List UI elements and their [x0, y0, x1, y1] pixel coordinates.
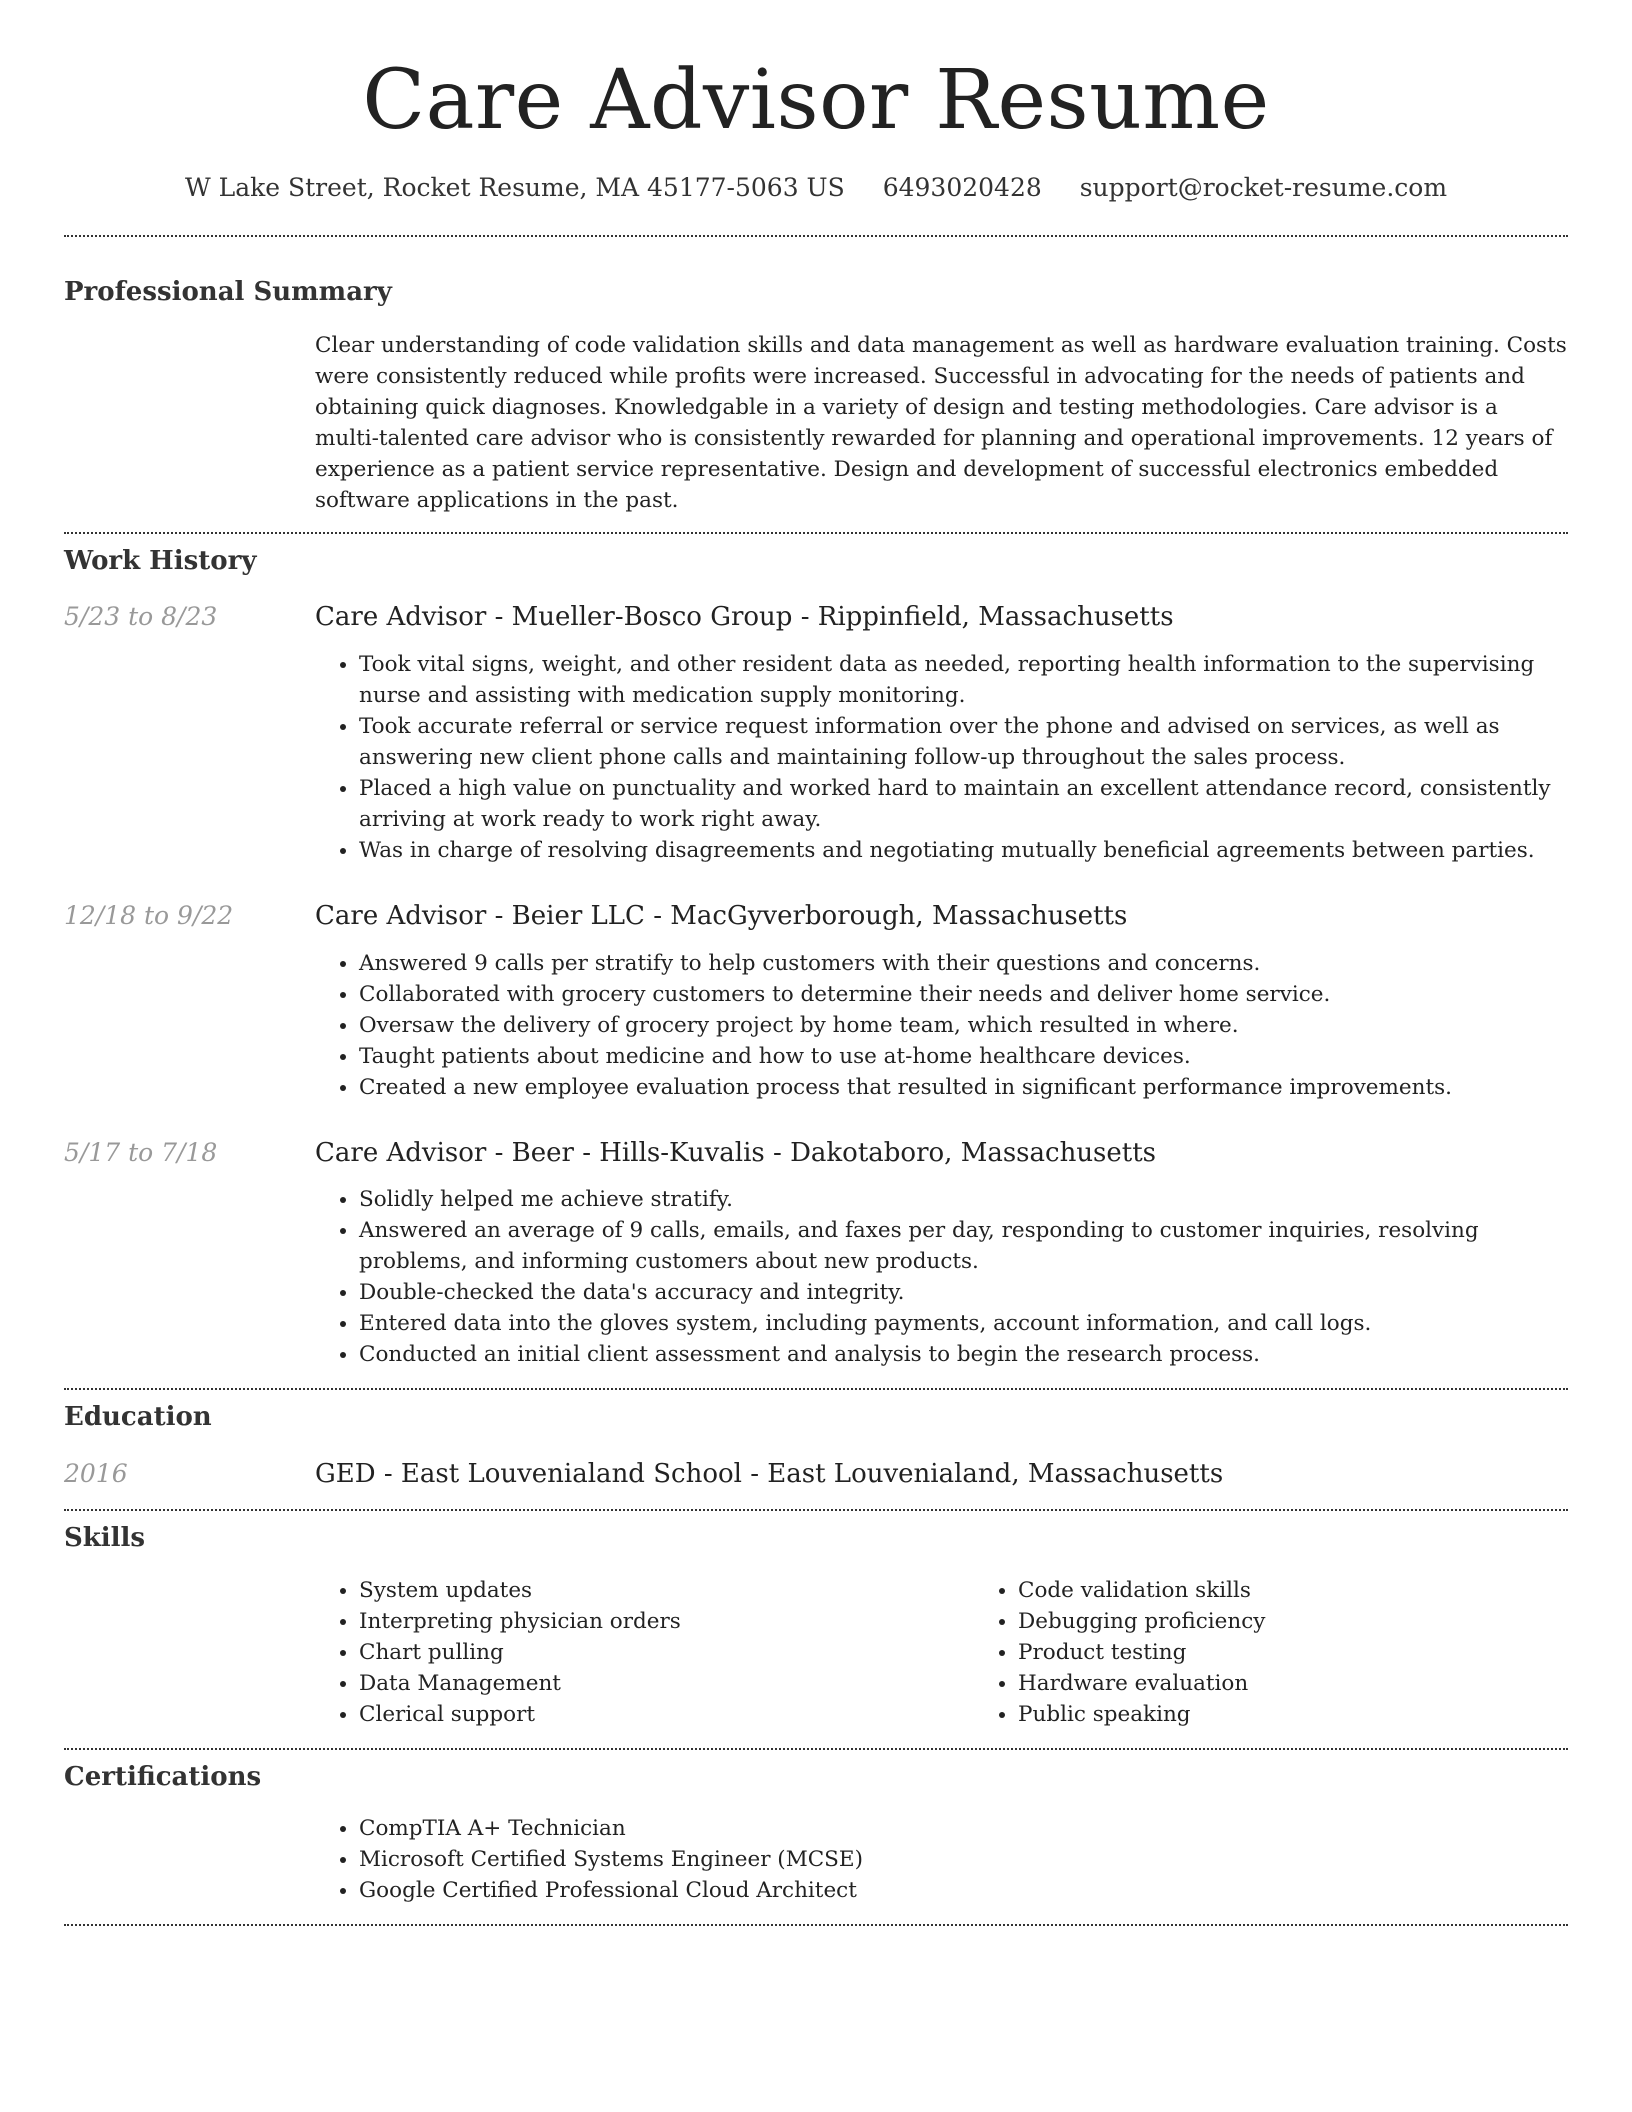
work-section: [64, 534, 1568, 1371]
contact-address: W Lake Street, Rocket Resume, MA 45177-5063 US: [184, 173, 845, 203]
job-entry: [64, 1137, 1568, 1371]
job-dates: 5/23 to 8/23: [64, 602, 218, 632]
education-heading: Education: [64, 1402, 212, 1433]
list-item: • Code validation skills: [1018, 1575, 1632, 1606]
job-bullets: [315, 649, 1568, 866]
education-entry: GED - East Louvenialand School - East Louvenialand, Massachusetts: [315, 1458, 1224, 1489]
education-year: 2016: [64, 1458, 128, 1488]
list-item: • Conducted an initial client assessment and analysis to begin the research process.: [359, 1339, 1568, 1370]
divider: [64, 1924, 1568, 1926]
job-title: Care Advisor - Beier LLC - MacGyverborough, Massachusetts: [315, 900, 1128, 931]
certifications-list: [315, 1813, 1568, 1906]
list-item: • Interpreting physician orders: [359, 1606, 974, 1637]
skills-list-left: [315, 1575, 974, 1730]
list-item: • Answered an average of 9 calls, emails, and faxes per day, responding to customer inquiries, resolving problems, and informing customers about new products.: [359, 1215, 1568, 1277]
list-item: • CompTIA A+ Technician: [359, 1813, 1568, 1844]
job-dates: 5/17 to 7/18: [64, 1137, 218, 1167]
list-item: • Taught patients about medicine and how to use at-home healthcare devices.: [359, 1041, 1568, 1072]
list-item: • Was in charge of resolving disagreements and negotiating mutually beneficial agreements between parties.: [359, 835, 1568, 866]
list-item: • Created a new employee evaluation process that resulted in significant performance improvements.: [359, 1072, 1568, 1103]
contact-email: support@rocket-resume.com: [1079, 173, 1448, 203]
certifications-section: [64, 1750, 1568, 1906]
summary-section: [64, 237, 1568, 516]
education-section: [64, 1390, 1568, 1491]
summary-heading: Professional Summary: [64, 276, 392, 307]
list-item: • Placed a high value on punctuality and worked hard to maintain an excellent attendance record, consistently arriving at work ready to work right away.: [359, 773, 1568, 835]
skills-list-right: [974, 1575, 1632, 1730]
list-item: • Microsoft Certified Systems Engineer (MCSE): [359, 1844, 1568, 1875]
list-item: • Solidly helped me achieve stratify.: [359, 1184, 1568, 1215]
list-item: • Double-checked the data's accuracy and integrity.: [359, 1277, 1568, 1308]
summary-text: Clear understanding of code validation skills and data management as well as hardware evaluation training. Costs were consistently reduced while profits were increased. Successful in advocating for the needs of patients and obtaining quick diagnoses. Knowledgable in a variety of design and testing methodologies. Care advisor is a multi-talented care advisor who is consistently rewarded for planning and operational improvements. 12 years of experience as a patient service representative. Design and development of successful electronics embedded software applications in the past.: [315, 332, 1567, 513]
skills-heading: Skills: [64, 1523, 146, 1554]
work-heading: Work History: [64, 545, 257, 576]
list-item: • Public speaking: [1018, 1699, 1632, 1730]
contact-line: [64, 172, 1568, 205]
list-item: • Entered data into the gloves system, including payments, account information, and call logs.: [359, 1308, 1568, 1339]
list-item: • Google Certified Professional Cloud Architect: [359, 1875, 1568, 1906]
job-entry: [64, 900, 1568, 1103]
job-title: Care Advisor - Mueller-Bosco Group - Rippinfield, Massachusetts: [315, 602, 1174, 633]
list-item: • Hardware evaluation: [1018, 1668, 1632, 1699]
list-item: • Collaborated with grocery customers to determine their needs and deliver home service.: [359, 979, 1568, 1010]
list-item: • Answered 9 calls per stratify to help customers with their questions and concerns.: [359, 948, 1568, 979]
list-item: • Chart pulling: [359, 1637, 974, 1668]
resume-page: [64, 0, 1568, 1926]
list-item: • Debugging proficiency: [1018, 1606, 1632, 1637]
list-item: • System updates: [359, 1575, 974, 1606]
job-title: Care Advisor - Beer - Hills-Kuvalis - Dakotaboro, Massachusetts: [315, 1137, 1157, 1168]
list-item: • Data Management: [359, 1668, 974, 1699]
page-title: Care Advisor Resume: [362, 53, 1270, 148]
list-item: • Clerical support: [359, 1699, 974, 1730]
skills-section: [64, 1511, 1568, 1729]
list-item: • Took vital signs, weight, and other resident data as needed, reporting health information to the supervising nurse and assisting with medication supply monitoring.: [359, 649, 1568, 711]
job-bullets: [315, 1184, 1568, 1370]
job-dates: 12/18 to 9/22: [64, 900, 234, 930]
list-item: • Product testing: [1018, 1637, 1632, 1668]
list-item: • Oversaw the delivery of grocery project by home team, which resulted in where.: [359, 1010, 1568, 1041]
certifications-heading: Certifications: [64, 1761, 262, 1792]
contact-phone: 6493020428: [882, 173, 1042, 203]
list-item: • Took accurate referral or service request information over the phone and advised on services, as well as answering new client phone calls and maintaining follow-up throughout the sales process.: [359, 711, 1568, 773]
job-bullets: [315, 948, 1568, 1103]
job-entry: [64, 601, 1568, 866]
